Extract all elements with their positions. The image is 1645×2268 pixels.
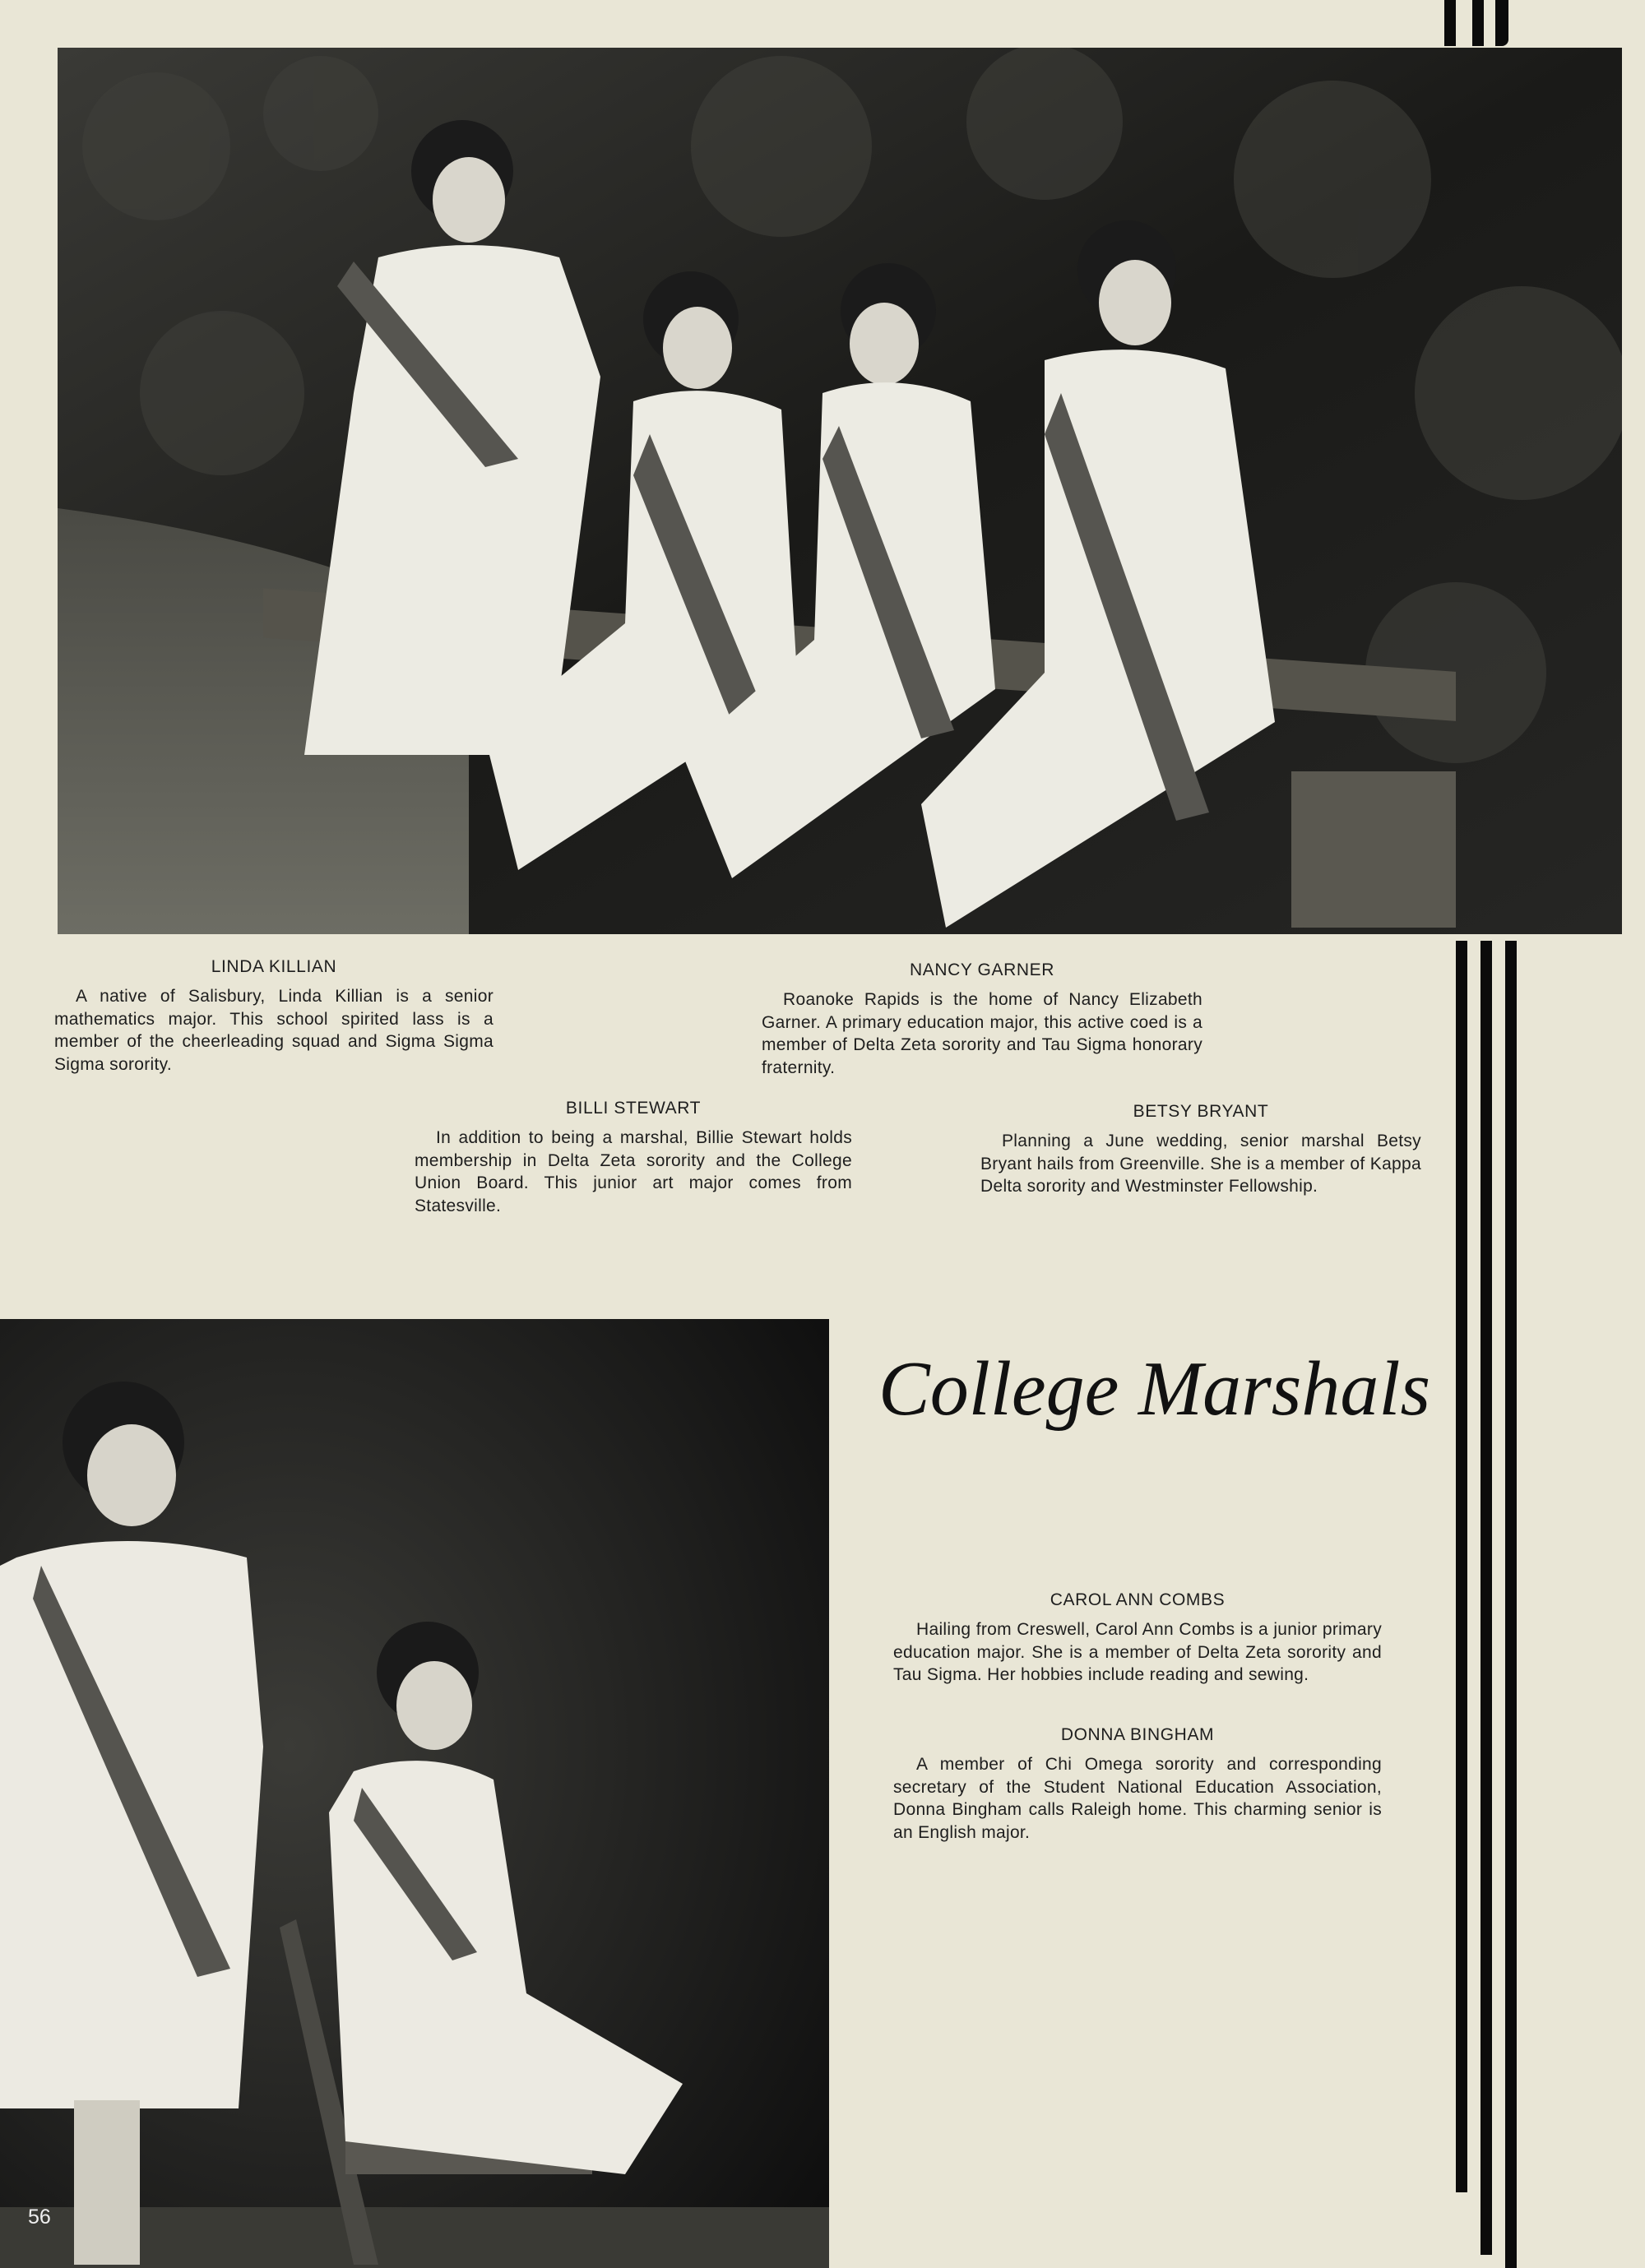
caption-text-donna-bingham: A member of Chi Omega sorority and corresponding secretary of the Student National Education Association, Donna Bingham calls Raleigh home. This charming senior is an English major. <box>893 1755 1382 1842</box>
caption-name-billi-stewart: BILLI STEWART <box>565 1099 702 1118</box>
caption-text-betsy-bryant: Planning a June wedding, senior marshal Betsy Bryant hails from Greenville. She is a member of Kappa Delta sorority and Westminster Fellowship. <box>980 1132 1421 1196</box>
caption-text-linda-killian: A native of Salisbury, Linda Killian is a senior mathematics major. This school spirited lass is a member of the cheerleading squad and Sigma Sigma Sigma sorority. <box>54 987 494 1074</box>
page-number: 56 <box>28 2206 51 2229</box>
caption-text-carol-ann-combs: Hailing from Creswell, Carol Ann Combs is a junior primary education major. She is a member of Delta Zeta sorority and Tau Sigma. Her hobbies include reading and sewing. <box>893 1620 1382 1684</box>
edge-mark-3 <box>1495 0 1508 46</box>
caption-name-donna-bingham: DONNA BINGHAM <box>1060 1725 1215 1744</box>
caption-name-nancy-garner: NANCY GARNER <box>909 960 1054 979</box>
caption-text-billi-stewart: In addition to being a marshal, Billie Stewart holds membership in Delta Zeta sorority and the College Union Board. This junior art major comes from Statesville. <box>415 1128 852 1215</box>
vertical-bar-1 <box>1456 941 1467 2192</box>
page-title: College Marshals <box>878 1346 1431 1432</box>
caption-name-betsy-bryant: BETSY BRYANT <box>1133 1102 1269 1121</box>
edge-mark-1 <box>1444 0 1456 46</box>
caption-text-nancy-garner: Roanoke Rapids is the home of Nancy Elizabeth Garner. A primary education major, this active coed is a member of Delta Zeta sorority and Tau Sigma honorary fraternity. <box>762 990 1202 1077</box>
caption-name-carol-ann-combs: CAROL ANN COMBS <box>1050 1590 1226 1609</box>
vertical-bar-3 <box>1505 941 1517 2268</box>
vertical-bar-2 <box>1480 941 1492 2255</box>
group-photo-four-marshals <box>58 48 1622 934</box>
photo-two-marshals <box>0 1319 829 2268</box>
caption-name-linda-killian: LINDA KILLIAN <box>211 957 337 976</box>
edge-mark-2 <box>1472 0 1484 46</box>
